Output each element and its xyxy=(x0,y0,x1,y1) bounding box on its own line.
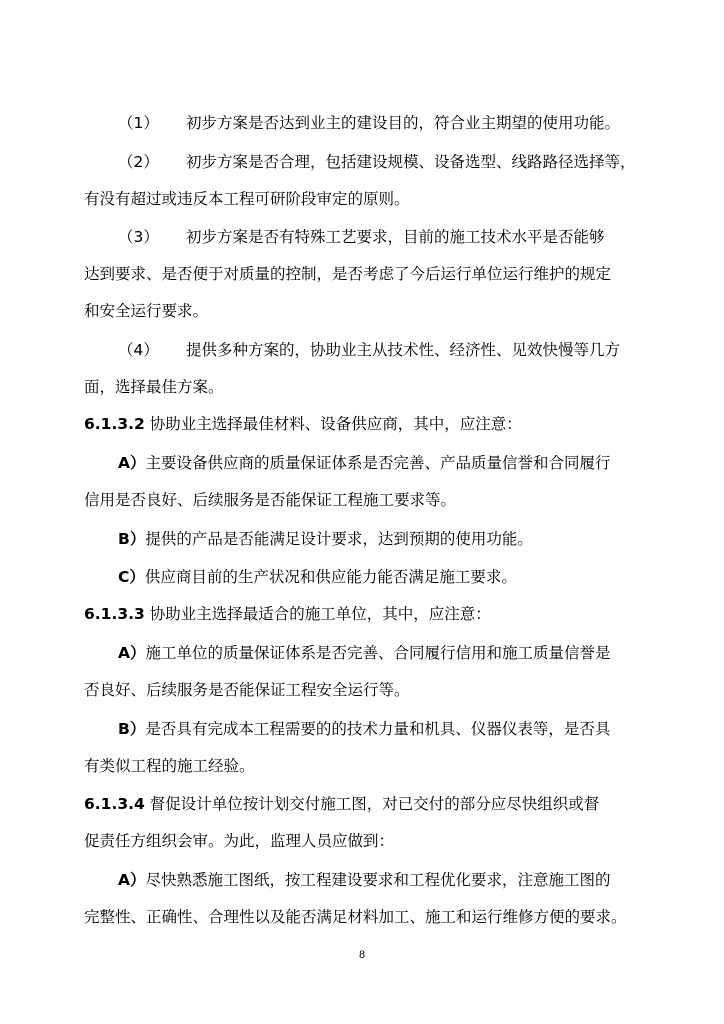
clause-a xyxy=(118,643,674,663)
item-continuation: 有没有超过或违反本工程可研阶段审定的原则。 xyxy=(84,190,410,208)
item-label: （4） xyxy=(118,341,159,359)
item-label: （1） xyxy=(118,114,159,132)
list-item-3 xyxy=(118,227,674,247)
item-continuation: 达到要求、是否便于对质量的控制，是否考虑了今后运行单位运行维护的规定 xyxy=(84,265,612,283)
section-continuation: 促责任方组织会审。为此，监理人员应做到： xyxy=(84,832,395,850)
clause-c xyxy=(118,567,674,587)
list-item-1 xyxy=(118,113,674,133)
clause-a xyxy=(118,453,674,473)
clause-text: 是否具有完成本工程需要的的技术力量和机具、仪器仪表等，是否具 xyxy=(145,720,611,738)
section-number: 6.1.3.2 xyxy=(84,415,145,433)
item-continuation: 面，选择最佳方案。 xyxy=(84,378,224,396)
item-text: 初步方案是否达到业主的建设目的，符合业主期望的使用功能。 xyxy=(186,114,621,132)
item-label: （2） xyxy=(118,153,159,171)
clause-continuation: 否良好、后续服务是否能保证工程安全运行等。 xyxy=(84,681,410,699)
section-number: 6.1.3.3 xyxy=(84,605,145,623)
clause-a xyxy=(118,870,674,890)
section-heading-6-1-3-3 xyxy=(84,604,674,624)
clause-continuation: 信用是否良好、后续服务是否能保证工程施工要求等。 xyxy=(84,491,457,509)
clause-label: A） xyxy=(118,871,146,889)
clause-label: B） xyxy=(118,530,146,548)
clause-text: 尽快熟悉施工图纸，按工程建设要求和工程优化要求，注意施工图的 xyxy=(145,871,611,889)
clause-continuation: 有类似工程的施工经验。 xyxy=(84,757,255,775)
clause-text: 主要设备供应商的质量保证体系是否完善、产品质量信誉和合同履行 xyxy=(145,454,611,472)
section-title: 督促设计单位按计划交付施工图，对已交付的部分应尽快组织或督 xyxy=(149,795,600,813)
clause-text: 供应商目前的生产状况和供应能力能否满足施工要求。 xyxy=(144,568,517,586)
clause-continuation: 完整性、正确性、合理性以及能否满足材料加工、施工和运行维修方便的要求。 xyxy=(84,908,627,926)
page-number: 8 xyxy=(358,950,366,961)
clause-label: C） xyxy=(118,568,145,586)
section-title: 协助业主选择最适合的施工单位，其中，应注意： xyxy=(149,605,491,623)
list-item-2 xyxy=(118,152,674,172)
clause-label: B） xyxy=(118,720,146,738)
clause-label: A） xyxy=(118,644,146,662)
section-heading-6-1-3-4 xyxy=(84,794,674,814)
clause-text: 提供的产品是否能满足设计要求，达到预期的使用功能。 xyxy=(145,530,533,548)
item-label: （3） xyxy=(118,228,159,246)
item-text: 提供多种方案的，协助业主从技术性、经济性、见效快慢等几方 xyxy=(186,341,621,359)
clause-b xyxy=(118,719,674,739)
item-continuation: 和安全运行要求。 xyxy=(84,302,209,320)
clause-b xyxy=(118,529,674,549)
item-text: 初步方案是否有特殊工艺要求，目前的施工技术水平是否能够 xyxy=(186,228,605,246)
list-item-4 xyxy=(118,340,674,360)
item-text: 初步方案是否合理，包括建设规模、设备选型、线路路径选择等， xyxy=(186,153,636,171)
section-heading-6-1-3-2 xyxy=(84,414,674,434)
clause-label: A） xyxy=(118,454,146,472)
section-number: 6.1.3.4 xyxy=(84,795,145,813)
clause-text: 施工单位的质量保证体系是否完善、合同履行信用和施工质量信誉是 xyxy=(145,644,611,662)
section-title: 协助业主选择最佳材料、设备供应商，其中，应注意： xyxy=(149,415,522,433)
